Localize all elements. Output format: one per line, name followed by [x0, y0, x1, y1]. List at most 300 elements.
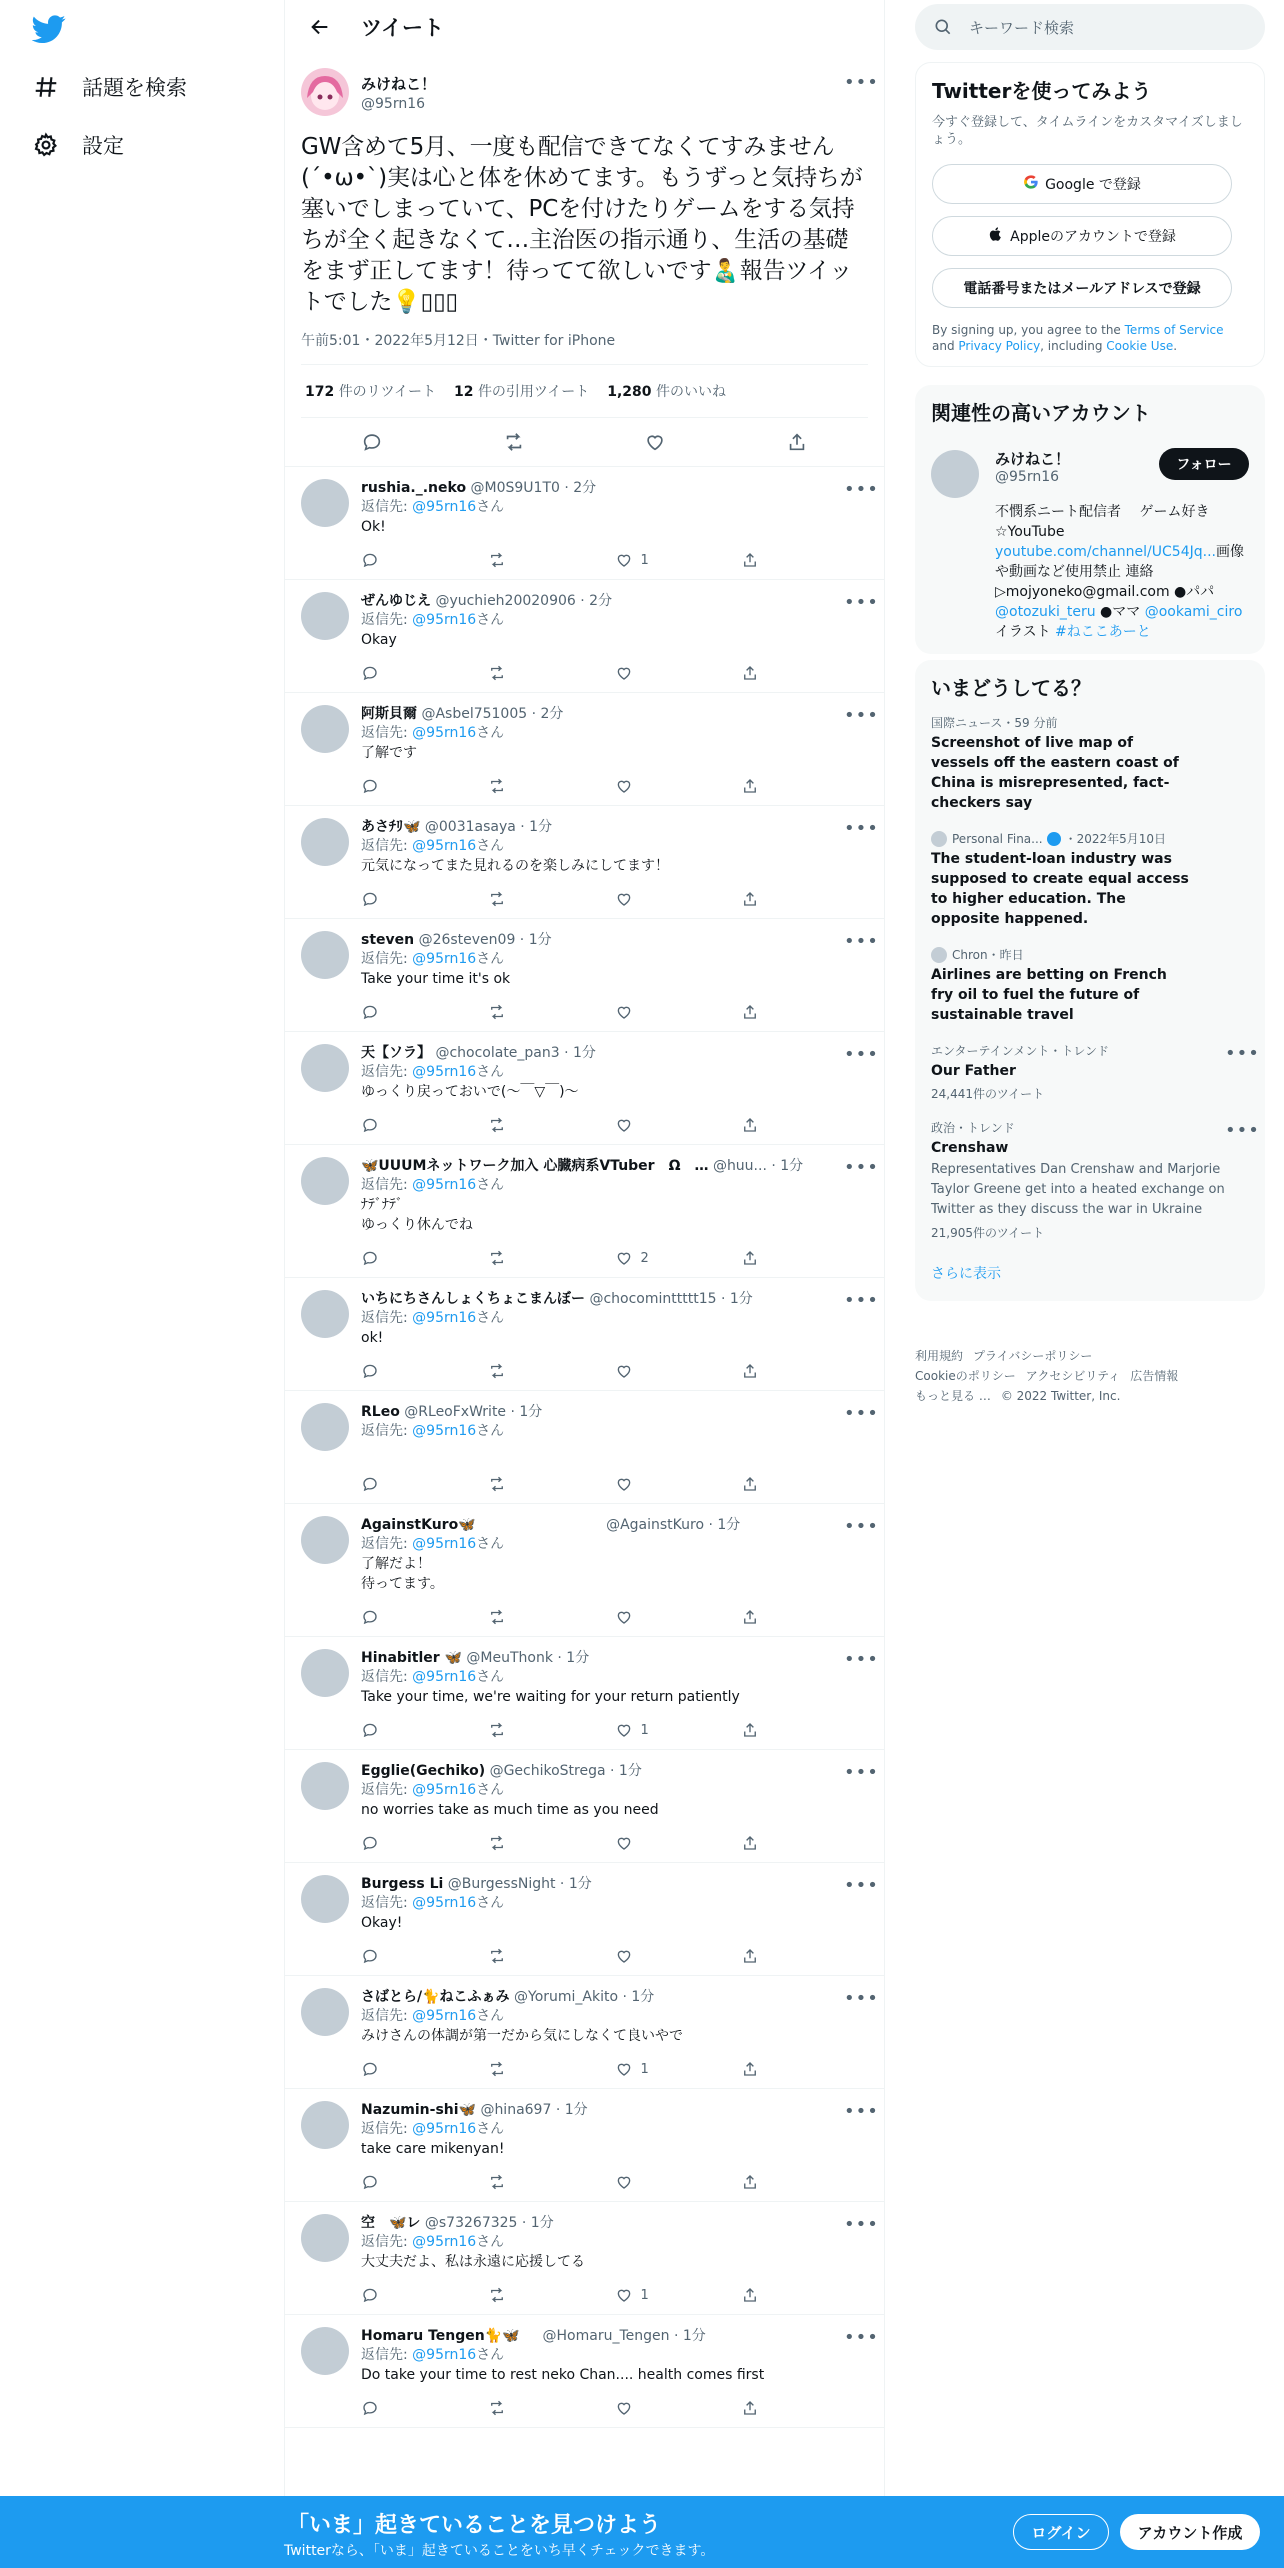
trend-count: 24,441件のツイート [931, 1087, 1045, 1101]
reply-to [361, 1534, 868, 1554]
avatar[interactable] [931, 450, 979, 498]
left-nav [0, 0, 284, 2568]
footer-copyright: © 2022 Twitter, Inc. [1000, 1389, 1121, 1403]
reply-tweet[interactable] [285, 1976, 884, 2089]
footer-ads-link[interactable]: 広告情報 [1130, 1369, 1179, 1383]
focus-tweet [285, 54, 884, 467]
like-icon[interactable] [615, 1947, 742, 1965]
reply-tweet[interactable] [285, 1032, 884, 1145]
reply-header [361, 2101, 879, 2122]
reply-author-handle[interactable]: @chocolate_pan3 · 1分 [435, 1045, 596, 1061]
retweet-icon[interactable] [488, 1947, 615, 1965]
footer-terms-link[interactable]: 利用規約 [915, 1349, 964, 1363]
reply-text: Okay! [361, 1915, 403, 1931]
reply-to-handle-link[interactable]: @95rn16 [412, 1782, 477, 1798]
reply-to-prefix: 返信先: [361, 951, 413, 967]
reply-to-handle-link[interactable]: @95rn16 [412, 2234, 477, 2250]
reply-to-handle-link[interactable]: @95rn16 [412, 725, 477, 741]
author-handle[interactable]: @95rn16 [361, 95, 426, 112]
reply-to-handle-link[interactable]: @95rn16 [412, 2347, 477, 2363]
avatar[interactable] [301, 1988, 349, 2036]
reply-tweet[interactable] [285, 467, 884, 580]
reply-actions [361, 541, 868, 579]
reply-text: ゆっくり休んでね [361, 1217, 473, 1233]
login-button[interactable]: ログイン [1013, 2514, 1109, 2550]
share-icon[interactable] [741, 664, 868, 682]
share-icon[interactable] [741, 2060, 868, 2078]
trend-source: Personal Fina... [952, 832, 1043, 846]
like-icon[interactable] [615, 1116, 742, 1134]
reply-tweet[interactable] [285, 1145, 884, 1278]
reply-author-handle[interactable]: @MeuThonk · 1分 [466, 1650, 590, 1666]
reply-tweet[interactable] [285, 2315, 884, 2428]
reply-to-suffix: さん [476, 499, 505, 515]
gear-icon [32, 131, 60, 159]
reply-author-name[interactable]: いちにちさんしょくちょこまんぼー [361, 1291, 585, 1307]
avatar[interactable] [301, 2214, 349, 2262]
more-icon[interactable]: ••• [844, 1988, 879, 2009]
legal-text-1: By signing up, you agree to the [932, 323, 1125, 337]
avatar[interactable] [301, 2327, 349, 2375]
follow-button[interactable]: フォロー [1159, 448, 1249, 480]
reply-author-handle[interactable]: @RLeoFxWrite · 1分 [404, 1404, 543, 1420]
share-icon[interactable] [741, 1834, 868, 1852]
trend-item[interactable] [931, 817, 1249, 933]
reply-tweet[interactable] [285, 2202, 884, 2315]
footer-accessibility-link[interactable]: アクセシビリティ [1025, 1369, 1121, 1383]
like-icon[interactable] [615, 551, 742, 569]
like-icon[interactable] [615, 1608, 742, 1626]
reply-author-name[interactable]: さばとら/🐈ねこふぁみ [361, 1989, 510, 2005]
avatar[interactable] [301, 1762, 349, 1810]
share-icon[interactable] [741, 1362, 868, 1380]
reply-to-suffix: さん [476, 2121, 505, 2137]
share-icon[interactable] [741, 1475, 868, 1493]
more-icon[interactable]: ••• [844, 72, 879, 93]
page-header [285, 0, 884, 54]
reply-to-handle-link[interactable]: @95rn16 [412, 838, 477, 854]
retweet-icon[interactable] [488, 890, 615, 908]
reply-header [361, 1403, 879, 1424]
like-icon[interactable] [615, 890, 742, 908]
reply-author-handle[interactable]: @Yorumi_Akito · 1分 [514, 1989, 655, 2005]
twitter-logo-icon[interactable] [32, 12, 66, 46]
reply-to-handle-link[interactable]: @95rn16 [412, 2121, 477, 2137]
reply-icon[interactable] [361, 2060, 488, 2078]
bottom-bar-title: 「いま」起きていることを見つけよう [287, 2513, 662, 2538]
reply-to-handle-link[interactable]: @95rn16 [412, 1669, 477, 1685]
avatar[interactable] [301, 818, 349, 866]
reply-author-name[interactable]: Homaru Tengen🐈🦋 [361, 2328, 520, 2344]
like-icon[interactable] [615, 1475, 742, 1493]
reply-to-handle-link[interactable]: @95rn16 [412, 612, 477, 628]
google-signup-label: Google で登録 [1045, 177, 1141, 193]
reply-author-name[interactable]: 🦋UUUMネットワーク加入 心臓病系VTuber Ω … [361, 1158, 709, 1174]
related-user-name[interactable]: みけねこ！ [995, 450, 1071, 468]
reply-tweet[interactable] [285, 806, 884, 919]
signup-legal [932, 322, 1248, 354]
tweet-timestamp[interactable]: 午前5:01・2022年5月12日・Twitter for iPhone [301, 330, 868, 365]
retweet-icon[interactable] [488, 2060, 615, 2078]
reply-to-prefix: 返信先: [361, 1782, 413, 1798]
search-input[interactable] [915, 4, 1265, 50]
reply-tweet[interactable] [285, 919, 884, 1032]
reply-text: Take your time, we're waiting for your return patiently [361, 1689, 740, 1705]
reply-author-name[interactable]: 天【ソラ】 [361, 1045, 431, 1061]
reply-icon[interactable] [361, 1721, 488, 1739]
reply-tweet[interactable] [285, 2089, 884, 2202]
retweet-icon[interactable] [488, 2173, 615, 2191]
more-icon[interactable]: ••• [844, 592, 879, 613]
more-icon[interactable]: ••• [844, 2214, 879, 2235]
reply-author-handle[interactable]: @Asbel751005 · 2分 [421, 706, 564, 722]
like-icon[interactable] [615, 1721, 742, 1739]
share-icon[interactable] [741, 777, 868, 795]
likes-stat[interactable]: 1,280 件のいいね [607, 384, 726, 400]
back-arrow-icon[interactable] [303, 10, 337, 44]
reply-author-handle[interactable]: @M0S9U1T0 · 2分 [470, 480, 597, 496]
retweets-stat[interactable]: 172 件のリツイート [305, 384, 436, 400]
more-icon[interactable]: ••• [1225, 1043, 1260, 1064]
reply-author-name[interactable]: Egglie(Gechiko) [361, 1763, 486, 1779]
reply-author-handle[interactable]: @BurgessNight · 1分 [447, 1876, 592, 1892]
like-icon[interactable] [615, 1003, 742, 1021]
footer-cookie-link[interactable]: Cookieのポリシー [915, 1369, 1016, 1383]
more-icon[interactable]: ••• [844, 479, 879, 500]
reply-author-handle[interactable]: @AgainstKuro · 1分 [480, 1517, 741, 1533]
like-icon[interactable] [615, 1834, 742, 1852]
more-icon[interactable]: ••• [844, 1516, 879, 1537]
reply-header [361, 818, 879, 839]
reply-author-handle[interactable]: @Homaru_Tengen · 1分 [524, 2328, 706, 2344]
reply-icon[interactable] [361, 2399, 488, 2417]
reply-tweet[interactable] [285, 1863, 884, 1976]
verified-badge-icon [1047, 832, 1061, 846]
trend-title: Screenshot of live map of vessels off the eastern coast of China is misrepresented, fact-checkers say [931, 735, 1179, 811]
footer-more-link[interactable]: もっと見る … [915, 1389, 991, 1403]
reply-author-handle[interactable]: @huu... · 1分 [712, 1158, 804, 1174]
like-icon[interactable] [615, 1362, 742, 1380]
reply-author-name[interactable]: Nazumin-shi🦋 [361, 2102, 476, 2118]
reply-icon[interactable] [361, 2286, 488, 2304]
share-icon[interactable] [741, 2399, 868, 2417]
reply-actions [361, 1352, 868, 1390]
retweet-icon[interactable] [488, 2399, 615, 2417]
reply-to-handle-link[interactable]: @95rn16 [412, 1536, 477, 1552]
legal-text-4: . [1173, 339, 1178, 353]
like-count: 1 [640, 2287, 649, 2303]
reply-to [361, 836, 868, 856]
bio-papa-link[interactable]: @otozuki_teru [995, 604, 1096, 620]
reply-icon[interactable] [360, 430, 384, 454]
reply-to [361, 1780, 868, 1800]
more-icon[interactable]: ••• [844, 1290, 879, 1311]
reply-icon[interactable] [361, 2173, 488, 2191]
retweet-icon[interactable] [488, 1721, 615, 1739]
cookie-link[interactable]: Cookie Use [1106, 339, 1174, 353]
reply-to-prefix: 返信先: [361, 499, 413, 515]
reply-to-suffix: さん [476, 2347, 505, 2363]
share-icon[interactable] [785, 430, 809, 454]
reply-author-handle[interactable]: @yuchieh20020906 · 2分 [435, 593, 613, 609]
reply-to [361, 2006, 868, 2026]
more-icon[interactable]: ••• [844, 1044, 879, 1065]
reply-header [361, 1044, 879, 1065]
more-icon[interactable]: ••• [844, 705, 879, 726]
reply-author-handle[interactable]: @GechikoStrega · 1分 [489, 1763, 642, 1779]
reply-to-handle-link[interactable]: @95rn16 [412, 1177, 477, 1193]
avatar[interactable] [301, 1649, 349, 1697]
reply-text: 了解だよ！ [361, 1556, 431, 1572]
reply-actions [361, 2276, 868, 2314]
reply-to-suffix: さん [476, 1536, 505, 1552]
avatar[interactable] [301, 1290, 349, 1338]
retweet-icon[interactable] [488, 1362, 615, 1380]
reply-icon[interactable] [361, 551, 488, 569]
bio-youtube-link[interactable]: youtube.com/channel/UC54Jq... [995, 544, 1216, 560]
legal-text-2: and [932, 339, 959, 353]
reply-header [361, 1516, 879, 1537]
tweet-actions [301, 418, 868, 466]
retweet-icon[interactable] [488, 1834, 615, 1852]
reply-text: ok! [361, 1330, 384, 1346]
trend-description: Representatives Dan Crenshaw and Marjorie Taylor Greene get into a heated exchange on Twitter as they discuss the war in Ukraine [931, 1162, 1225, 1217]
reply-icon[interactable] [361, 1249, 488, 1267]
reply-header [361, 479, 879, 500]
trend-source: Chron [952, 948, 988, 962]
retweet-icon[interactable] [488, 551, 615, 569]
share-icon[interactable] [741, 890, 868, 908]
page-title: ツイート [361, 16, 444, 40]
reply-author-name[interactable]: RLeo [361, 1404, 400, 1420]
like-icon[interactable] [615, 2173, 742, 2191]
reply-tweet[interactable] [285, 1278, 884, 1391]
reply-actions [361, 1465, 868, 1503]
author-name[interactable]: みけねこ！ [361, 74, 437, 93]
more-icon[interactable]: ••• [844, 1875, 879, 1896]
reply-to-suffix: さん [476, 2008, 505, 2024]
reply-author-handle[interactable]: @hina697 · 1分 [480, 2102, 588, 2118]
bio-text-2: 画像や動画など使用禁止 連絡▷mojyoneko@gmail.com ●パパ [995, 544, 1244, 600]
reply-to-suffix: さん [476, 1669, 505, 1685]
reply-actions [361, 1239, 868, 1277]
bio-hashtag-link[interactable]: #ねここあーと [1055, 624, 1151, 640]
signup-title: Twitterを使ってみよう [932, 79, 1152, 103]
avatar[interactable] [301, 705, 349, 753]
avatar[interactable] [301, 592, 349, 640]
like-icon[interactable] [615, 777, 742, 795]
trend-time: ・昨日 [987, 948, 1024, 962]
avatar[interactable] [301, 931, 349, 979]
reply-icon[interactable] [361, 664, 488, 682]
reply-tweet[interactable] [285, 1504, 884, 1637]
retweet-icon[interactable] [488, 2286, 615, 2304]
reply-author-name[interactable]: steven [361, 932, 415, 948]
apple-signup-button[interactable] [932, 216, 1232, 256]
signup-button[interactable]: アカウント作成 [1120, 2514, 1260, 2550]
bio-mama-link[interactable]: @ookami_ciro [1144, 604, 1243, 620]
reply-icon[interactable] [361, 777, 488, 795]
reply-icon[interactable] [361, 1362, 488, 1380]
source-avatar [931, 947, 947, 963]
terms-link[interactable]: Terms of Service [1124, 323, 1224, 337]
reply-tweet[interactable] [285, 1637, 884, 1750]
like-icon[interactable] [615, 2060, 742, 2078]
more-icon[interactable]: ••• [844, 1762, 879, 1783]
reply-icon[interactable] [361, 1003, 488, 1021]
reply-to-handle-link[interactable]: @95rn16 [412, 499, 477, 515]
reply-icon[interactable] [361, 1947, 488, 1965]
like-icon[interactable] [643, 430, 667, 454]
trend-item[interactable] [931, 1029, 1260, 1106]
reply-author-handle[interactable]: @26steven09 · 1分 [418, 932, 552, 948]
reply-tweet[interactable] [285, 580, 884, 693]
reply-to-prefix: 返信先: [361, 1669, 413, 1685]
reply-tweet[interactable] [285, 1750, 884, 1863]
retweet-icon[interactable] [488, 777, 615, 795]
retweet-icon[interactable] [488, 1249, 615, 1267]
reply-to-handle-link[interactable]: @95rn16 [412, 1064, 477, 1080]
reply-actions [361, 2163, 868, 2201]
more-icon[interactable]: ••• [844, 1649, 879, 1670]
hashtag-icon [32, 73, 60, 101]
retweet-icon[interactable] [502, 430, 526, 454]
google-signup-button[interactable] [932, 164, 1232, 204]
reply-tweet[interactable] [285, 1391, 884, 1504]
avatar[interactable] [301, 1875, 349, 1923]
avatar[interactable] [301, 2101, 349, 2149]
reply-header [361, 1988, 879, 2009]
trend-item[interactable] [931, 701, 1249, 817]
trend-item[interactable] [931, 933, 1249, 1029]
more-icon[interactable]: ••• [844, 1157, 879, 1178]
reply-to [361, 1308, 868, 1328]
reply-icon[interactable] [361, 1116, 488, 1134]
share-icon[interactable] [741, 2286, 868, 2304]
reply-author-handle[interactable]: @s73267325 · 1分 [424, 2215, 554, 2231]
retweet-icon[interactable] [488, 1608, 615, 1626]
avatar[interactable] [301, 1157, 349, 1205]
search-placeholder: キーワード検索 [969, 18, 1075, 37]
share-icon[interactable] [741, 1608, 868, 1626]
more-icon[interactable]: ••• [844, 818, 879, 839]
reply-author-name[interactable]: 空 🦋レ [361, 2215, 421, 2231]
show-more-link[interactable]: さらに表示 [931, 1266, 1001, 1282]
reply-header [361, 2214, 879, 2235]
reply-author-name[interactable]: 阿斯貝爾 [361, 706, 417, 722]
reply-to-suffix: さん [476, 1064, 505, 1080]
reply-tweet[interactable] [285, 693, 884, 806]
reply-author-name[interactable]: Hinabitler 🦋 [361, 1650, 462, 1666]
reply-author-name[interactable]: rushia._.neko [361, 480, 467, 496]
nav-explore[interactable] [32, 62, 187, 112]
share-icon[interactable] [741, 1249, 868, 1267]
reply-header [361, 592, 879, 613]
more-icon[interactable]: ••• [844, 2327, 879, 2348]
reply-to-handle-link[interactable]: @95rn16 [412, 1895, 477, 1911]
reply-to [361, 723, 868, 743]
quotes-stat[interactable]: 12 件の引用ツイート [454, 384, 590, 400]
share-icon[interactable] [741, 1947, 868, 1965]
reply-actions [361, 767, 868, 805]
reply-icon[interactable] [361, 1834, 488, 1852]
reply-author-handle[interactable]: @0031asaya · 1分 [424, 819, 553, 835]
reply-author-handle[interactable]: @chocominttttt15 · 1分 [589, 1291, 753, 1307]
share-icon[interactable] [741, 1116, 868, 1134]
reply-author-name[interactable]: Burgess Li [361, 1876, 444, 1892]
nav-settings[interactable] [32, 120, 124, 170]
reply-header [361, 705, 879, 726]
share-icon[interactable] [741, 1003, 868, 1021]
reply-author-name[interactable]: あさﾁﾘ🦋 [361, 819, 421, 835]
reply-header [361, 2327, 879, 2348]
reply-author-name[interactable]: AgainstKuro🦋 [361, 1517, 476, 1533]
related-user-handle[interactable]: @95rn16 [995, 469, 1060, 485]
retweet-icon[interactable] [488, 1116, 615, 1134]
share-icon[interactable] [741, 2173, 868, 2191]
reply-text: Okay [361, 632, 397, 648]
privacy-link[interactable]: Privacy Policy [958, 339, 1041, 353]
avatar[interactable] [301, 68, 349, 116]
trends-title: いまどうしてる？ [931, 676, 1091, 700]
trend-meta [931, 831, 1249, 847]
like-icon[interactable] [615, 2286, 742, 2304]
related-user-bio [931, 502, 1249, 642]
retweet-icon[interactable] [488, 1003, 615, 1021]
reply-icon[interactable] [361, 1608, 488, 1626]
avatar[interactable] [301, 479, 349, 527]
reply-text: ゆっくり戻っておいで(〜￣▽￣)〜 [361, 1084, 579, 1100]
more-icon[interactable]: ••• [844, 1403, 879, 1424]
reply-icon[interactable] [361, 1475, 488, 1493]
reply-to-prefix: 返信先: [361, 838, 413, 854]
share-icon[interactable] [741, 1721, 868, 1739]
signup-card [915, 62, 1265, 367]
reply-to-prefix: 返信先: [361, 1536, 413, 1552]
retweet-icon[interactable] [488, 1475, 615, 1493]
avatar[interactable] [301, 1044, 349, 1092]
more-icon[interactable]: ••• [844, 2101, 879, 2122]
share-icon[interactable] [741, 551, 868, 569]
reply-to-prefix: 返信先: [361, 2121, 413, 2137]
like-icon[interactable] [615, 1249, 742, 1267]
like-icon[interactable] [615, 2399, 742, 2417]
reply-text: 了解です [361, 745, 417, 761]
retweet-icon[interactable] [488, 664, 615, 682]
phone-signup-button[interactable] [932, 268, 1232, 308]
reply-to-handle-link[interactable]: @95rn16 [412, 951, 477, 967]
trend-item[interactable] [931, 1106, 1260, 1245]
reply-actions [361, 1824, 868, 1862]
footer-privacy-link[interactable]: プライバシーポリシー [973, 1349, 1093, 1363]
reply-text: 元気になってまた見れるのを楽しみにしてます！ [361, 858, 669, 874]
reply-to [361, 1062, 868, 1082]
avatar[interactable] [301, 1516, 349, 1564]
more-icon[interactable]: ••• [844, 931, 879, 952]
like-icon[interactable] [615, 664, 742, 682]
reply-to-handle-link[interactable]: @95rn16 [412, 1423, 477, 1439]
reply-to-handle-link[interactable]: @95rn16 [412, 1310, 477, 1326]
avatar[interactable] [301, 1403, 349, 1451]
reply-icon[interactable] [361, 890, 488, 908]
phone-signup-label: 電話番号またはメールアドレスで登録 [963, 281, 1201, 297]
reply-author-name[interactable]: ぜんゆじえ [361, 593, 431, 609]
reply-to-prefix: 返信先: [361, 1064, 413, 1080]
reply-to-handle-link[interactable]: @95rn16 [412, 2008, 477, 2024]
related-user[interactable] [931, 448, 1249, 508]
more-icon[interactable]: ••• [1225, 1120, 1260, 1141]
search-icon [933, 17, 953, 37]
